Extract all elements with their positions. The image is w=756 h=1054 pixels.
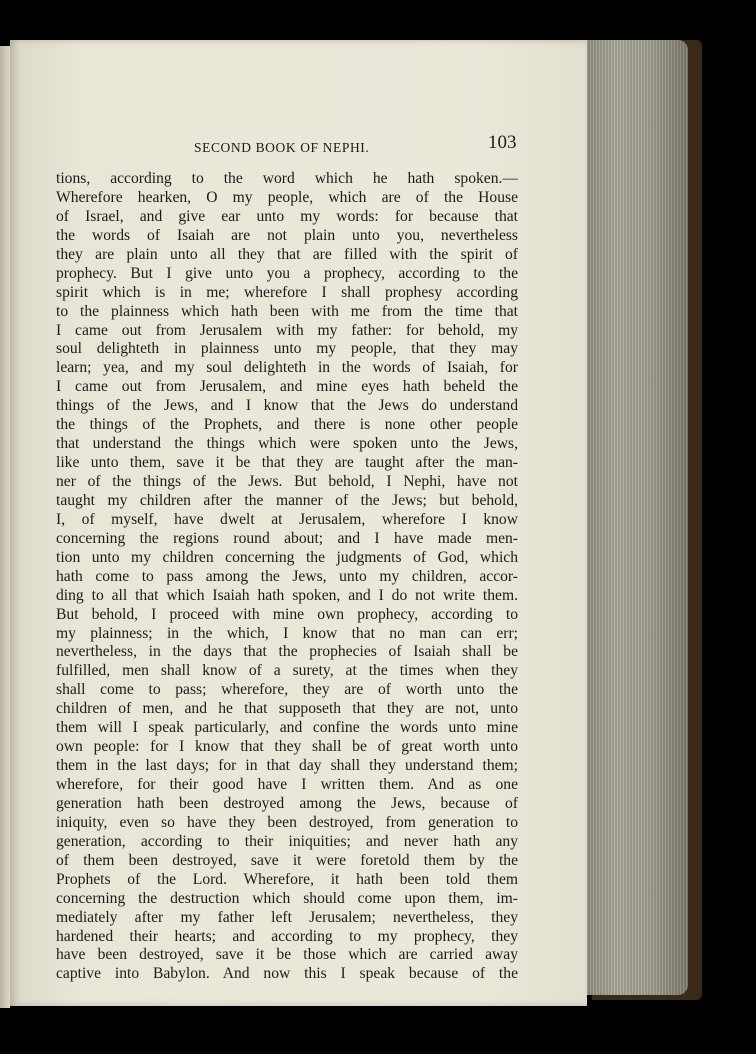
text-line: things of the Jews, and I know that the Jews do understand (56, 397, 518, 415)
text-line: my plainness; in the which, I know that no man can err; (56, 624, 518, 642)
text-line: concerning the destruction which should come upon them, im- (56, 889, 518, 907)
text-line: Prophets of the Lord. Wherefore, it hath been told them (56, 870, 518, 888)
text-line: captive into Babylon. And now this I speak because of the (56, 965, 518, 983)
facing-page-edge (0, 46, 10, 1008)
text-line: taught my children after the manner of the Jews; but behold, (56, 491, 518, 509)
text-line: learn; yea, and my soul delighteth in the words of Isaiah, for (56, 359, 518, 377)
text-line: prophecy. But I give unto you a prophecy, according to the (56, 264, 518, 282)
body-text (56, 170, 518, 984)
text-line: ner of the things of the Jews. But behold, I Nephi, have not (56, 473, 518, 490)
text-line: like unto them, save it be that they are taught after the man- (56, 454, 518, 472)
text-line: they are plain unto all they that are filled with the spirit of (56, 245, 518, 263)
text-line: nevertheless, in the days that the prophecies of Isaiah shall be (56, 643, 518, 661)
text-line: soul delighteth in plainness unto my people, that they may (56, 340, 518, 358)
text-line: spirit which is in me; wherefore I shall prophesy according (56, 283, 518, 301)
page-number: 103 (488, 132, 517, 153)
text-line: tion unto my children concerning the judgments of God, which (56, 548, 518, 566)
text-line: own people: for I know that they shall be of great worth unto (56, 738, 518, 756)
text-line: concerning the regions round about; and I have made men- (56, 529, 518, 547)
text-line: of them been destroyed, save it were foretold them by the (56, 851, 518, 869)
text-line: shall come to pass; wherefore, they are of worth unto the (56, 681, 518, 699)
text-line: I, of myself, have dwelt at Jerusalem, wherefore I know (56, 510, 518, 528)
text-line: fulfilled, men shall know of a surety, at the times when they (56, 662, 518, 680)
text-line: generation, according to their iniquities; and never hath any (56, 832, 518, 850)
book-page (10, 40, 587, 1006)
text-line: wherefore, for their good have I written them. And as one (56, 776, 518, 793)
text-line: children of men, and he that supposeth that they are not, unto (56, 700, 518, 718)
text-line: the things of the Prophets, and there is none other people (56, 416, 518, 434)
text-line: Wherefore hearken, O my people, which are of the House (56, 188, 518, 206)
text-line: I came out from Jerusalem with my father: for behold, my (56, 321, 518, 339)
text-line: to the plainness which hath been with me from the time that (56, 302, 518, 320)
text-line: hardened their hearts; and according to my prophecy, they (56, 927, 518, 945)
text-line: that understand the things which were spoken unto the Jews, (56, 435, 518, 453)
page-block-edges (584, 40, 688, 995)
text-line: have been destroyed, save it be those which are carried away (56, 946, 518, 964)
text-line: them will I speak particularly, and confine the words unto mine (56, 719, 518, 737)
text-line: tions, according to the word which he hath spoken.— (56, 170, 518, 187)
text-line: iniquity, even so have they been destroyed, from generation to (56, 813, 518, 831)
text-line: But behold, I proceed with mine own prophecy, according to (56, 605, 518, 623)
text-line: I came out from Jerusalem, and mine eyes hath beheld the (56, 378, 518, 396)
text-line: hath come to pass among the Jews, unto my children, accor- (56, 567, 518, 585)
text-line: them in the last days; for in that day shall they understand them; (56, 757, 518, 775)
text-line: the words of Isaiah are not plain unto you, nevertheless (56, 226, 518, 244)
text-line: mediately after my father left Jerusalem; nevertheless, they (56, 908, 518, 926)
running-header: SECOND BOOK OF NEPHI. (194, 140, 370, 155)
text-line: of Israel, and give ear unto my words: for because that (56, 207, 518, 225)
text-line: generation hath been destroyed among the Jews, because of (56, 794, 518, 812)
text-line: ding to all that which Isaiah hath spoken, and I do not write them. (56, 586, 518, 604)
